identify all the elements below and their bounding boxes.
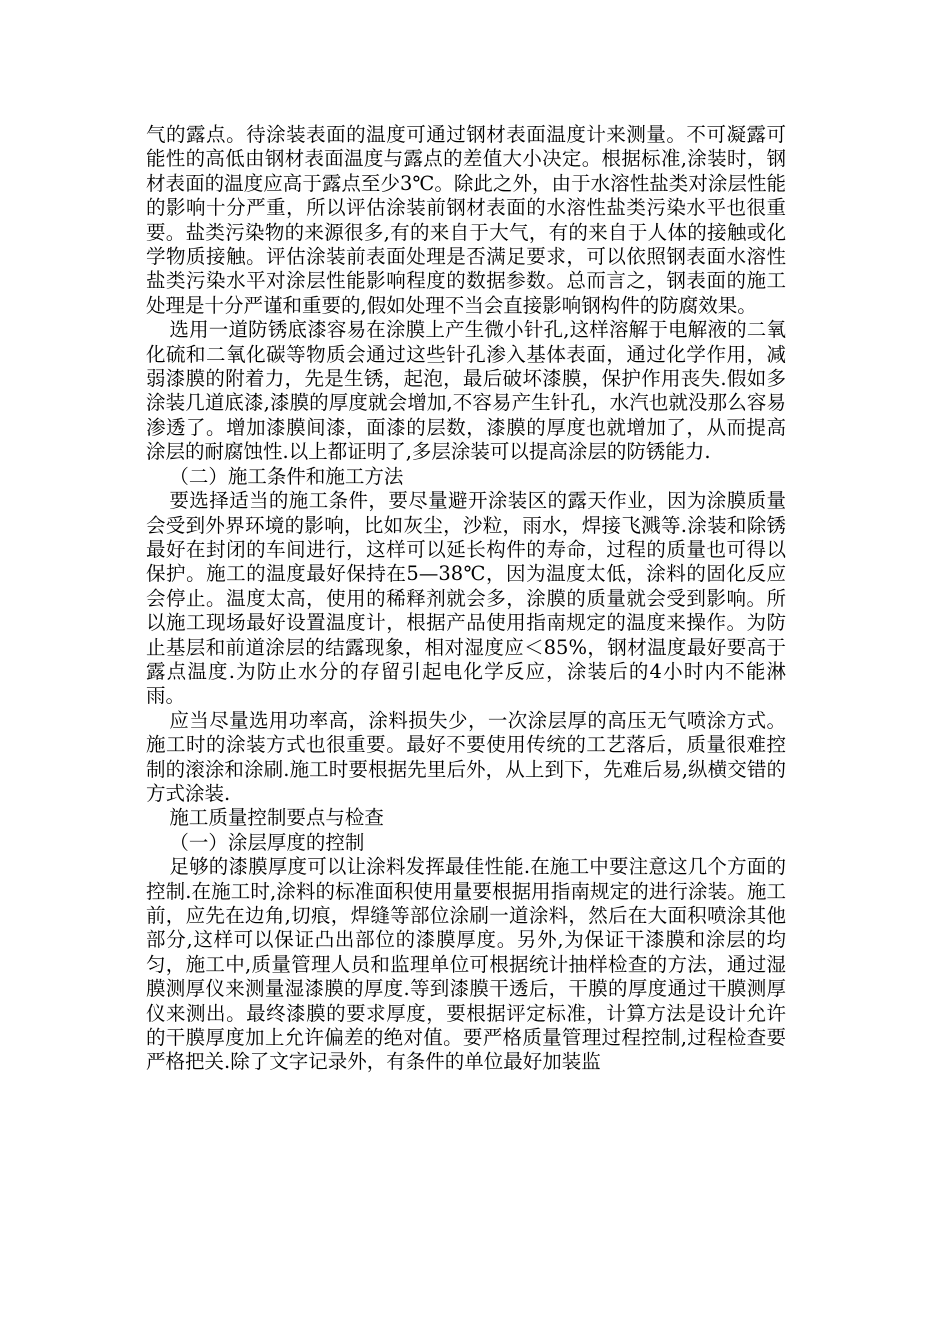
paragraph-spraying-method: 应当尽量选用功率高，涂料损失少，一次涂层厚的高压无气喷涂方式。施工时的涂装方式也很重要。最好不要使用传统的工艺落后，质量很难控制的滚涂和涂刷.施工时要根据先里后外，从上到下，先难后易,纵横交错的方式涂装.: [146, 708, 786, 805]
section-heading-conditions-and-methods: （二）施工条件和施工方法: [169, 464, 404, 488]
paragraph-dew-point-and-salt-contamination: 气的露点。待涂装表面的温度可通过钢材表面温度计来测量。不可凝露可能性的高低由钢材表面温度与露点的差值大小决定。根据标准,涂装时，钢材表面的温度应高于露点至少3℃。除此之外，由于水溶性盐类对涂层性能的影响十分严重，所以评估涂装前钢材表面的水溶性盐类污染水平也很重要。盐类污染物的来源很多,有的来自于大气，有的来自于人体的接触或化学物质接触。评估涂装前表面处理是否满足要求，可以依照钢表面水溶性盐类污染水平对涂层性能影响程度的数据参数。总而言之，钢表面的施工处理是十分严谨和重要的,假如处理不当会直接影响钢构件的防腐效果。: [146, 123, 786, 317]
paragraph-primer-pinholes: 选用一道防锈底漆容易在涂膜上产生微小针孔,这样溶解于电解液的二氧化硫和二氧化碳等物质会通过这些针孔渗入基体表面，通过化学作用，减弱漆膜的附着力，先是生锈，起泡，最后破坏漆膜，保护作用丧失.假如多涂装几道底漆,漆膜的厚度就会增加,不容易产生针孔，水汽也就没那么容易渗透了。增加漆膜间漆，面漆的层数，漆膜的厚度也就增加了，从而提高涂层的耐腐蚀性.以上都证明了,多层涂装可以提高涂层的防锈能力.: [146, 318, 786, 464]
subsection-heading-coating-thickness: （一）涂层厚度的控制: [169, 830, 365, 854]
document-page: [146, 123, 786, 1075]
paragraph-film-thickness-control: 足够的漆膜厚度可以让涂料发挥最佳性能.在施工中要注意这几个方面的控制.在施工时,涂料的标准面积使用量要根据用指南规定的进行涂装。施工前，应先在边角,切痕，焊缝等部位涂刷一道涂料，然后在大面积喷涂其他部分,这样可以保证凸出部位的漆膜厚度。另外,为保证干漆膜和涂层的均匀，施工中,质量管理人员和监理单位可根据统计抽样检查的方法，通过湿膜测厚仪来测量湿漆膜的厚度.等到漆膜干透后，干膜的厚度通过干膜测厚仪来测出。最终漆膜的要求厚度，要根据评定标准，计算方法是设计允许的干膜厚度加上允许偏差的绝对值。要严格质量管理过程控制,过程检查要严格把关.除了文字记录外，有条件的单位最好加装监: [146, 855, 786, 1074]
paragraph-construction-conditions: 要选择适当的施工条件，要尽量避开涂装区的露天作业，因为涂膜质量会受到外界环境的影响，比如灰尘，沙粒，雨水，焊接飞溅等.涂装和除锈最好在封闭的车间进行，这样可以延长构件的寿命，过程的质量也可得以保护。施工的温度最好保持在5—38℃，因为温度太低，涂料的固化反应会停止。温度太高，使用的稀释剂就会多，涂膜的质量就会受到影响。所以施工现场最好设置温度计，根据产品使用指南规定的温度来操作。为防止基层和前道涂层的结露现象，相对湿度应＜85%，钢材温度最好要高于露点温度.为防止水分的存留引起电化学反应，涂装后的4小时内不能淋雨。: [146, 489, 786, 708]
section-heading-quality-control: 施工质量控制要点与检查: [169, 806, 384, 830]
